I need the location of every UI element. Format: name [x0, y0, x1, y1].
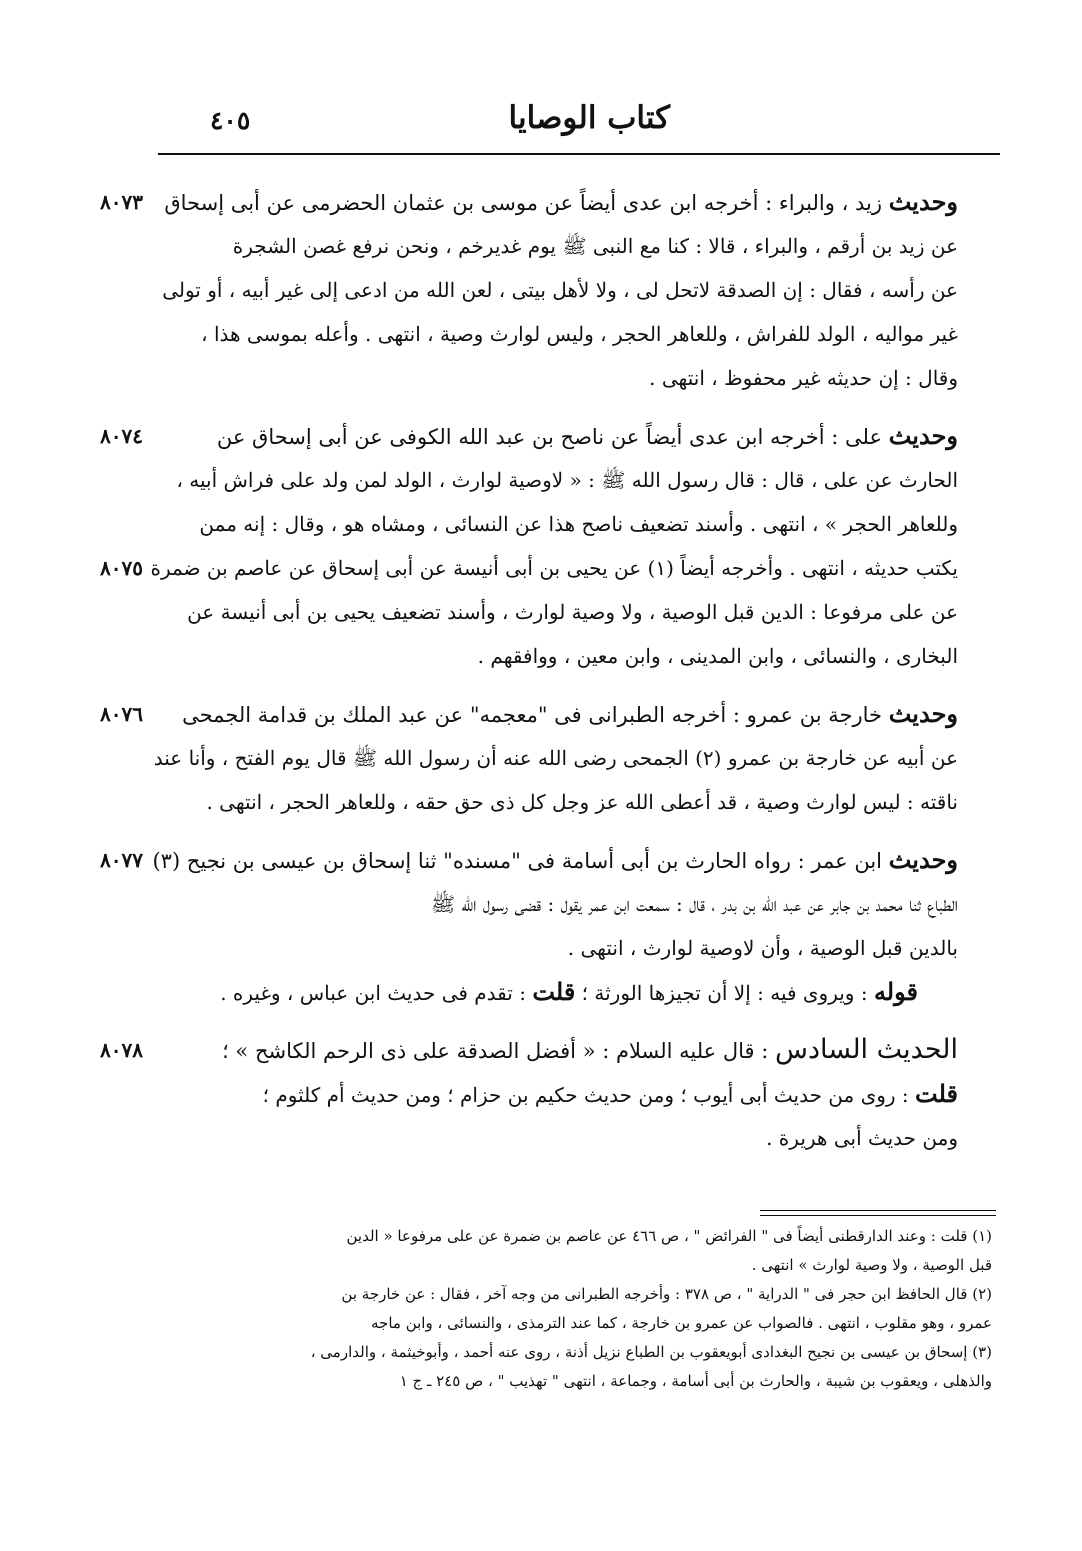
- hadith-number: ٨٠٧٥: [100, 556, 143, 580]
- hadith-number: ٨٠٧٣: [100, 190, 143, 214]
- line-text: خارجة بن عمرو : أخرجه الطبرانى فى "معجمه" عن عبد الملك بن قدامة الجمحى: [182, 703, 883, 727]
- line-text: : قال عليه السلام : « أفضل الصدقة على ذى الرحم الكاشح » ؛: [222, 1039, 769, 1063]
- text-line: الطباع ثنا محمد بن جابر عن عبد الله بن بدر ، قال : سمعت ابن عمر يقول : قضى رسول الله ﷺ: [431, 892, 958, 916]
- text-line: [100, 546, 958, 590]
- text-line: [100, 180, 958, 224]
- text-line: عن أبيه عن خارجة بن عمرو (٢) الجمحى رضى الله عنه أن رسول الله ﷺ قال يوم الفتح ، وأنا عند: [153, 746, 958, 770]
- text-line: [158, 1072, 958, 1116]
- line-text: : ويروى فيه : إلا أن تجيزها الورثة ؛: [581, 981, 868, 1005]
- line-text: زيد ، والبراء : أخرجه ابن عدى أيضاً عن موسى بن عثمان الحضرمى عن أبى إسحاق: [164, 191, 883, 215]
- text-line: [100, 1028, 958, 1072]
- text-line: عن على مرفوعا : الدين قبل الوصية ، ولا وصية لوارث ، وأسند تضعيف يحيى بن أبى أنيسة عن: [187, 600, 958, 624]
- footnote-line: عمرو ، وهو مقلوب ، انتهى . فالصواب عن عمرو بن خارجة ، كما عند الترمذى ، والنسائى ، وابن ماجه: [371, 1314, 992, 1332]
- text-line: [100, 692, 958, 736]
- line-text: على : أخرجه ابن عدى أيضاً عن ناصح بن عبد الله الكوفى عن أبى إسحاق عن: [216, 425, 883, 449]
- text-line: [158, 970, 958, 1014]
- text-line: غير مواليه ، الولد للفراش ، وللعاهر الحجر ، وليس لوارث وصية ، انتهى . وأعله بموسى هذا ،: [201, 322, 958, 346]
- page-number: ٤٠٥: [210, 106, 251, 135]
- lead-word: وحديث: [888, 421, 958, 450]
- hadith-8078: [100, 1028, 958, 1160]
- text-line: وقال : إن حديثه غير محفوظ ، انتهى .: [649, 366, 958, 390]
- text-line: [100, 414, 958, 458]
- section-heading: الحديث السادس: [775, 1034, 958, 1065]
- chapter-title: كتاب الوصايا: [508, 100, 670, 136]
- text-line: عن رأسه ، فقال : إن الصدقة لاتحل لى ، ولا لأهل بيتى ، لعن الله من ادعى إلى غير أبيه ، أو تولى: [162, 278, 958, 302]
- line-text: يكتب حديثه ، انتهى . وأخرجه أيضاً (١) عن يحيى بن أبى أنيسة عن أبى إسحاق عن عاصم بن ضمرة: [150, 556, 958, 580]
- line-text: : تقدم فى حديث ابن عباس ، وغيره .: [220, 981, 526, 1005]
- qult-word: قلت: [915, 1079, 958, 1108]
- hadith-number: ٨٠٧٤: [100, 424, 143, 448]
- hadith-8074: [100, 414, 958, 678]
- hadith-number: ٨٠٧٦: [100, 702, 143, 726]
- footnote-line: (٣) إسحاق بن عيسى بن نجيح البغدادى أبويعقوب بن الطباع نزيل أذنة ، روى عنه أحمد ، وأبوخيثمة ، والدارمى ،: [310, 1343, 992, 1361]
- footnote-line: والذهلى ، ويعقوب بن شيبة ، والحارث بن أبى أسامة ، وجماعة ، انتهى " تهذيب " ، ص ٢٤٥ ـ ج ١: [399, 1372, 992, 1390]
- text-line: الحارث عن على ، قال : قال رسول الله ﷺ : « لاوصية لوارث ، الولد لمن ولد على فراش أبيه ،: [176, 468, 958, 492]
- text-line: وللعاهر الحجر » ، انتهى . وأسند تضعيف ناصح هذا عن النسائى ، ومشاه هو ، وقال : إنه ممن: [199, 512, 958, 536]
- text-line: بالدين قبل الوصية ، وأن لاوصية لوارث ، انتهى .: [567, 936, 958, 960]
- footnotes: [150, 1222, 992, 1396]
- main-text: [100, 180, 958, 1174]
- text-line: البخارى ، والنسائى ، وابن المدينى ، وابن معين ، ووافقهم .: [477, 644, 958, 668]
- text-line: ناقته : ليس لوارث وصية ، قد أعطى الله عز وجل كل ذى حق حقه ، وللعاهر الحجر ، انتهى .: [206, 790, 958, 814]
- hadith-8073: [100, 180, 958, 400]
- line-text: : روى من حديث أبى أيوب ؛ ومن حديث حكيم بن حزام ؛ ومن حديث أم كلثوم ؛: [262, 1083, 909, 1107]
- text-line: عن زيد بن أرقم ، والبراء ، قالا : كنا مع النبى ﷺ يوم غديرخم ، ونحن نرفع غصن الشجرة: [232, 234, 958, 258]
- lead-word: وحديث: [888, 699, 958, 728]
- text-line: [100, 838, 958, 882]
- text-line: ومن حديث أبى هريرة .: [766, 1126, 958, 1150]
- qult-word: قلت: [532, 977, 576, 1006]
- header-rule: [158, 153, 1000, 155]
- qawluhu-word: قوله: [873, 977, 918, 1006]
- line-text: ابن عمر : رواه الحارث بن أبى أسامة فى "مسنده" ثنا إسحاق بن عيسى بن نجيح (٣): [152, 849, 883, 873]
- hadith-8076: [100, 692, 958, 824]
- footnote-line: (١) قلت : وعند الدارقطنى أيضاً فى " الفرائض " ، ص ٤٦٦ عن عاصم بن ضمرة عن على مرفوعا « الدين: [346, 1227, 992, 1245]
- footnote-line: (٢) قال الحافظ ابن حجر فى " الدراية " ، ص ٣٧٨ : وأخرجه الطبرانى من وجه آخر ، فقال : عن خارجة بن: [341, 1285, 992, 1303]
- footnote-line: قبل الوصية ، ولا وصية لوارث » انتهى .: [751, 1256, 992, 1274]
- hadith-8077: [100, 838, 958, 1014]
- hadith-number: ٨٠٧٧: [100, 848, 143, 872]
- hadith-number: ٨٠٧٨: [100, 1038, 143, 1062]
- footnote-rule: [760, 1210, 996, 1216]
- page-header: [158, 96, 1000, 158]
- lead-word: وحديث: [888, 845, 958, 874]
- lead-word: وحديث: [888, 187, 958, 216]
